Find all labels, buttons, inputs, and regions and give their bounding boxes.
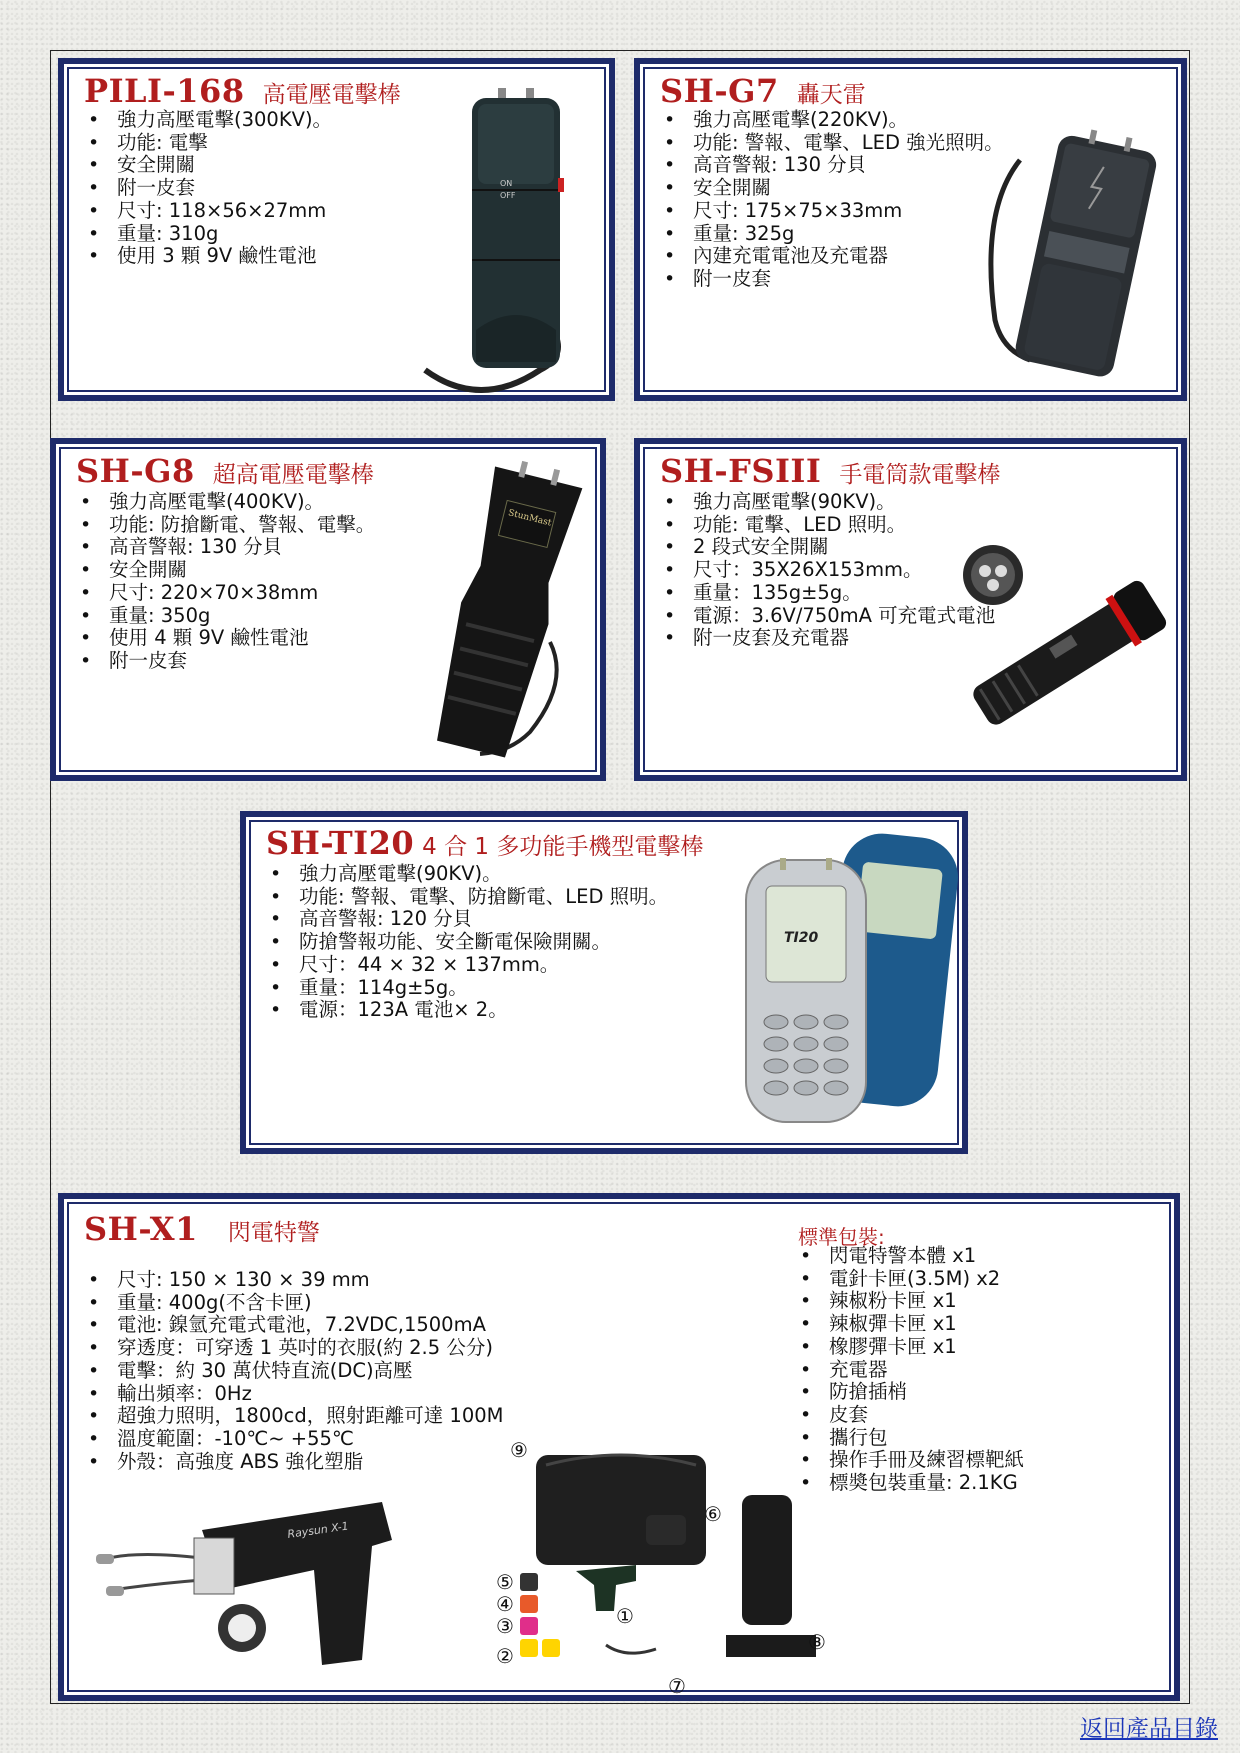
package-item: • 攜行包 — [798, 1427, 1024, 1450]
screen-label: TI20 — [784, 930, 819, 946]
spec-list — [86, 109, 332, 268]
spec-item: • 強力高壓電擊(400KV)。 — [78, 491, 375, 514]
spec-item: • 重量：135g±5g。 — [662, 582, 995, 605]
back-to-catalog-link[interactable]: 返回產品目錄 — [1080, 1716, 1218, 1742]
spec-item: • 重量：114g±5g。 — [268, 977, 668, 1000]
switch-off-label: OFF — [500, 191, 516, 200]
spec-item: • 尺寸: 150 × 130 × 39 mm — [86, 1269, 503, 1292]
brand-label: StunMast — [506, 508, 553, 529]
spec-item: • 2 段式安全開關 — [662, 536, 995, 559]
spec-item: • 安全開關 — [86, 154, 332, 177]
spec-item: • 功能: 警報、電擊、防搶斷電、LED 照明。 — [268, 886, 668, 909]
package-item: • 辣椒粉卡匣 x1 — [798, 1290, 1024, 1313]
spec-item: • 尺寸: 175×75×33mm — [662, 200, 1004, 223]
package-item: • 充電器 — [798, 1359, 1024, 1382]
spec-item: • 尺寸：44 × 32 × 137mm。 — [268, 954, 668, 977]
spec-item: • 外殼：高強度 ABS 強化塑脂 — [86, 1451, 503, 1474]
spec-item: • 安全開關 — [662, 177, 1004, 200]
kit-label-8: ⑧ — [808, 1630, 826, 1654]
spec-item: • 重量: 350g — [78, 605, 375, 628]
product-title — [76, 452, 374, 490]
stun-gun-photo-sh-g7 — [980, 120, 1165, 390]
product-title — [84, 1210, 320, 1248]
spec-item: • 功能: 電擊、LED 照明。 — [662, 514, 995, 537]
kit-label-9: ⑨ — [510, 1438, 528, 1462]
taser-gun-photo-sh-x1 — [92, 1480, 482, 1680]
spec-item: • 溫度範圍：-10℃~ +55℃ — [86, 1428, 503, 1451]
package-item: • 電針卡匣(3.5M) x2 — [798, 1268, 1024, 1291]
spec-item: • 重量: 310g — [86, 223, 332, 246]
spec-item: • 電源：123A 電池× 2。 — [268, 999, 668, 1022]
spec-list — [662, 109, 1004, 291]
spec-item: • 功能: 警報、電擊、LED 強光照明。 — [662, 132, 1004, 155]
spec-list — [78, 491, 375, 673]
kit-label-3: ③ — [496, 1614, 514, 1638]
spec-item: • 尺寸：35X26X153mm。 — [662, 559, 995, 582]
spec-item: • 功能: 電擊 — [86, 132, 332, 155]
product-subtitle: 手電筒款電擊棒 — [839, 462, 1001, 488]
switch-on-label: ON — [500, 179, 513, 188]
product-subtitle: 高電壓電擊棒 — [262, 82, 401, 108]
product-subtitle: 超高電壓電擊棒 — [212, 462, 374, 488]
spec-item: • 附一皮套 — [78, 650, 375, 673]
spec-item: • 強力高壓電擊(220KV)。 — [662, 109, 1004, 132]
kit-label-6: ⑥ — [704, 1502, 722, 1526]
kit-label-4: ④ — [496, 1592, 514, 1616]
model-name: SH-FSIII — [660, 452, 822, 490]
package-item: • 閃電特警本體 x1 — [798, 1245, 1024, 1268]
accessory-kit-photo-sh-x1 — [496, 1435, 876, 1700]
spec-item: • 電池: 鎳氫充電式電池，7.2VDC,1500mA — [86, 1314, 503, 1337]
stun-baton-photo-pili-168 — [420, 70, 610, 400]
spec-item: • 尺寸: 118×56×27mm — [86, 200, 332, 223]
spec-item: • 高音警報: 130 分貝 — [78, 536, 375, 559]
product-subtitle: 轟天雷 — [796, 82, 866, 108]
product-title — [266, 824, 703, 862]
kit-label-5: ⑤ — [496, 1570, 514, 1594]
spec-item: • 電擊：約 30 萬伏特直流(DC)高壓 — [86, 1360, 503, 1383]
spec-item: • 附一皮套及充電器 — [662, 627, 995, 650]
product-subtitle: 閃電特警 — [227, 1220, 320, 1246]
spec-item: • 輸出頻率：0Hz — [86, 1383, 503, 1406]
kit-label-1: ① — [616, 1604, 634, 1628]
model-name: SH-TI20 — [266, 824, 415, 862]
package-title: 標準包裝: — [798, 1225, 885, 1249]
spec-item: • 重量: 400g(不含卡匣) — [86, 1292, 503, 1315]
spec-item: • 強力高壓電擊(90KV)。 — [268, 863, 668, 886]
spec-item: • 尺寸: 220×70×38mm — [78, 582, 375, 605]
phone-stun-gun-photo-sh-ti20 — [740, 822, 965, 1127]
spec-item: • 附一皮套 — [662, 268, 1004, 291]
spec-item: • 強力高壓電擊(90KV)。 — [662, 491, 995, 514]
spec-item: • 防搶警報功能、安全斷電保險開關。 — [268, 931, 668, 954]
package-item: • 標奬包裝重量: 2.1KG — [798, 1472, 1024, 1495]
product-title — [660, 452, 1000, 490]
spec-item: • 強力高壓電擊(300KV)。 — [86, 109, 332, 132]
spec-item: • 重量: 325g — [662, 223, 1004, 246]
spec-item: • 超強力照明，1800cd，照射距離可達 100M — [86, 1405, 503, 1428]
package-item: • 操作手冊及練習標靶紙 — [798, 1449, 1024, 1472]
model-name: SH-G7 — [660, 72, 779, 110]
kit-label-7: ⑦ — [668, 1674, 686, 1698]
kit-label-2: ② — [496, 1644, 514, 1668]
spec-item: • 功能: 防搶斷電、警報、電擊。 — [78, 514, 375, 537]
spec-item: • 使用 4 顆 9V 鹼性電池 — [78, 627, 375, 650]
brand-label: Raysun X-1 — [286, 1519, 350, 1541]
model-name: SH-X1 — [84, 1210, 198, 1248]
spec-item: • 高音警報: 130 分貝 — [662, 154, 1004, 177]
spec-list — [268, 863, 668, 1022]
spec-item: • 電源：3.6V/750mA 可充電式電池 — [662, 605, 995, 628]
spec-item: • 使用 3 顆 9V 鹼性電池 — [86, 245, 332, 268]
model-name: PILI-168 — [84, 72, 245, 110]
product-title — [84, 72, 401, 110]
package-item: • 橡膠彈卡匣 x1 — [798, 1336, 1024, 1359]
spec-list — [86, 1269, 503, 1473]
package-item: • 辣椒彈卡匣 x1 — [798, 1313, 1024, 1336]
package-item: • 皮套 — [798, 1404, 1024, 1427]
model-name: SH-G8 — [76, 452, 195, 490]
product-title — [660, 72, 866, 110]
spec-item: • 附一皮套 — [86, 177, 332, 200]
spec-item: • 高音警報: 120 分貝 — [268, 908, 668, 931]
package-item: • 防搶插梢 — [798, 1381, 1024, 1404]
spec-item: • 內建充電電池及充電器 — [662, 245, 1004, 268]
flashlight-photo-sh-fsiii — [945, 535, 1175, 750]
stun-baton-photo-sh-g8 — [400, 452, 600, 774]
spec-item: • 穿透度：可穿透 1 英吋的衣服(約 2.5 公分) — [86, 1337, 503, 1360]
product-subtitle: 4 合 1 多功能手機型電擊棒 — [422, 834, 704, 860]
spec-item: • 安全開關 — [78, 559, 375, 582]
